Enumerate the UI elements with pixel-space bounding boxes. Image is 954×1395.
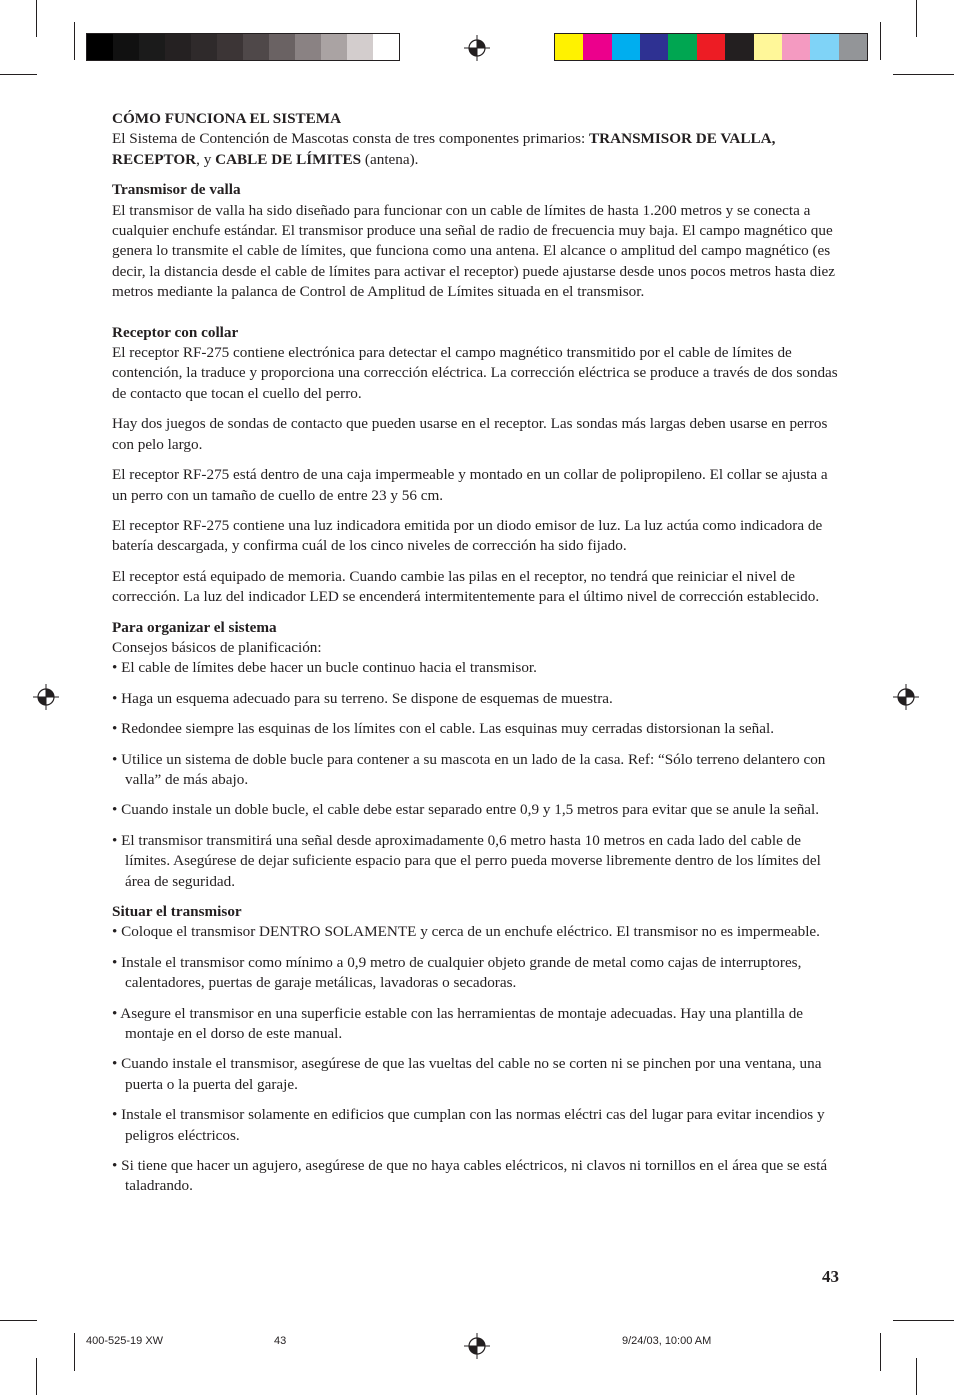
color-swatch xyxy=(612,34,640,60)
list-item: • Instale el transmisor como mínimo a 0,9 metro de cualquier objeto grande de metal como cajas de interruptores, calentadores, puertas de garaje metálicas, lavadoras o secadoras. xyxy=(112,953,842,994)
list-item: • El cable de límites debe hacer un bucle continuo hacia el transmisor. xyxy=(112,658,842,678)
receptor-paragraph: El receptor RF-275 contiene electrónica para detectar el campo magnético transmitido por el cable de límites de contención, la traduce y proporciona una corrección eléctrica. La corrección eléctrica se produce a través de dos sondas de contacto que tocan el cuello del perro. xyxy=(112,344,838,402)
list-item: • Instale el transmisor solamente en edificios que cumplan con las normas eléctri cas del lugar para evitar incendios y peligros eléctricos. xyxy=(112,1105,842,1146)
registration-mark-icon xyxy=(33,684,59,710)
registration-mark-icon xyxy=(464,1333,490,1359)
page-number: 43 xyxy=(822,1267,839,1286)
color-calibration-bar xyxy=(554,33,868,61)
color-swatch xyxy=(243,34,269,60)
color-swatch xyxy=(725,34,753,60)
list-item: • Cuando instale el transmisor, asegúrese de que las vueltas del cable no se corten ni se pinchen por una ventana, una puerta o la puerta del garaje. xyxy=(112,1054,842,1095)
color-swatch xyxy=(373,34,399,60)
registration-mark-icon xyxy=(893,684,919,710)
color-swatch xyxy=(269,34,295,60)
color-swatch xyxy=(640,34,668,60)
crop-mark xyxy=(0,1320,37,1321)
section-title: CÓMO FUNCIONA EL SISTEMA xyxy=(112,110,342,127)
crop-mark xyxy=(916,0,917,37)
list-item: • Utilice un sistema de doble bucle para contener a su mascota en un lado de la casa. Ref: “Sólo terreno delantero con valla” de más abajo. xyxy=(112,750,842,791)
color-swatch xyxy=(295,34,321,60)
list-item: • Asegure el transmisor en una superficie estable con las herramientas de montaje adecuadas. Hay una plantilla de montaje en el dorso de este manual. xyxy=(112,1004,842,1045)
organizar-intro: Consejos básicos de planificación: xyxy=(112,638,322,656)
crop-mark xyxy=(880,1333,881,1371)
crop-mark xyxy=(880,22,881,60)
situar-list xyxy=(112,922,842,1196)
receptor-paragraph: Hay dos juegos de sondas de contacto que pueden usarse en el receptor. Las sondas más largas deben usarse en perros con pelo largo. xyxy=(112,415,828,453)
crop-mark xyxy=(36,0,37,37)
list-item: • Si tiene que hacer un agujero, asegúrese de que no haya cables eléctricos, ni clavos ni tornillos en el área que se está taladrando. xyxy=(112,1156,842,1197)
color-swatch xyxy=(347,34,373,60)
color-swatch xyxy=(754,34,782,60)
crop-mark xyxy=(893,1320,954,1321)
color-swatch xyxy=(217,34,243,60)
slug-timestamp: 9/24/03, 10:00 AM xyxy=(622,1335,712,1347)
list-item: • Cuando instale un doble bucle, el cable debe estar separado entre 0,9 y 1,5 metros para evitar que se anule la señal. xyxy=(112,800,842,820)
color-swatch xyxy=(810,34,838,60)
slug-file-name: 400-525-19 XW xyxy=(86,1335,164,1347)
color-swatch xyxy=(555,34,583,60)
transmisor-heading: Transmisor de valla xyxy=(112,181,241,199)
registration-mark-icon xyxy=(464,35,490,61)
intro-paragraph: El Sistema de Contención de Mascotas consta de tres componentes primarios: TRANSMISOR DE VALLA, RECEPTOR, y CABLE DE LÍMITES (antena). xyxy=(112,130,776,168)
list-item: • Coloque el transmisor DENTRO SOLAMENTE y cerca de un enchufe eléctrico. El transmisor no es impermeable. xyxy=(112,922,842,942)
crop-mark xyxy=(36,1358,37,1395)
color-swatch xyxy=(668,34,696,60)
color-swatch xyxy=(113,34,139,60)
organizar-heading: Para organizar el sistema xyxy=(112,618,277,636)
list-item: • Haga un esquema adecuado para su terreno. Se dispone de esquemas de muestra. xyxy=(112,689,842,709)
crop-mark xyxy=(916,1358,917,1395)
receptor-heading: Receptor con collar xyxy=(112,323,239,341)
receptor-paragraph: El receptor está equipado de memoria. Cuando cambie las pilas en el receptor, no tendrá que reiniciar el nivel de corrección. La luz del indicador LED se encenderá intermitentemente para el último nivel de corrección establecido. xyxy=(112,567,820,606)
situar-heading: Situar el transmisor xyxy=(112,903,242,920)
receptor-paragraph: El receptor RF-275 contiene una luz indicadora emitida por un diodo emisor de luz. La luz actúa como indicadora de batería descargada, y confirma cuál de los cinco niveles de corrección ha sido fijado. xyxy=(112,516,823,555)
list-item: • El transmisor transmitirá una señal desde aproximadamente 0,6 metro hasta 10 metros en cada lado del cable de límites. Asegúrese de dejar suficiente espacio para que el perro pueda moverse libremente dentro de los límites del área de seguridad. xyxy=(112,831,842,892)
color-swatch xyxy=(165,34,191,60)
crop-mark xyxy=(74,22,75,60)
crop-mark xyxy=(74,1333,75,1371)
color-swatch xyxy=(87,34,113,60)
color-swatch xyxy=(321,34,347,60)
color-swatch xyxy=(139,34,165,60)
main-content xyxy=(112,109,842,1207)
organizar-list xyxy=(112,658,842,892)
receptor-paragraph: El receptor RF-275 está dentro de una caja impermeable y montado en un collar de polipropileno. El collar se ajusta a un perro con un tamaño de cuello de entre 23 y 56 cm. xyxy=(112,466,828,504)
list-item: • Redondee siempre las esquinas de los límites con el cable. Las esquinas muy cerradas distorsionan la señal. xyxy=(112,719,842,739)
color-swatch xyxy=(191,34,217,60)
color-swatch xyxy=(782,34,810,60)
gray-calibration-bar xyxy=(86,33,400,61)
color-swatch xyxy=(697,34,725,60)
crop-mark xyxy=(0,74,37,75)
transmisor-paragraph: El transmisor de valla ha sido diseñado para funcionar con un cable de límites de hasta 1.200 metros y se conecta a cualquier enchufe estándar. El transmisor produce una señal de radio de frecuencia muy baja. El campo magnético que genera lo transmite el cable de límites, que funciona como una antena. El alcance o amplitud del campo magnético (es decir, la distancia desde el cable de límites para activar el receptor) puede ajustarse desde unos pocos metros hasta diez metros mediante la palanca de Control de Amplitud de Límites situada en el transmisor. xyxy=(112,201,836,301)
color-swatch xyxy=(583,34,611,60)
crop-mark xyxy=(893,74,954,75)
slug-page: 43 xyxy=(274,1335,287,1347)
color-swatch xyxy=(839,34,867,60)
